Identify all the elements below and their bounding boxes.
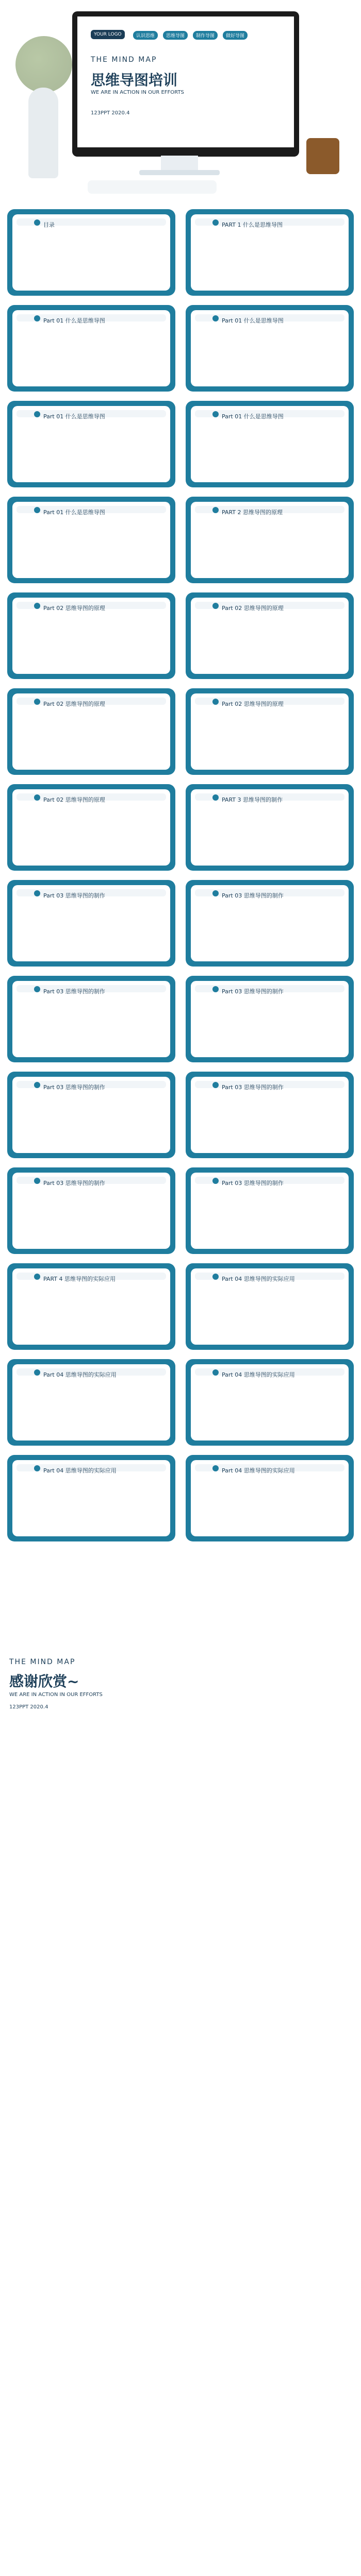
slide-label: Part 04 思维导图的实际应用: [222, 1276, 295, 1282]
slide-card: [7, 1167, 175, 1254]
slide-card-inner: [191, 1460, 349, 1536]
footer-subtitle: WE ARE IN ACTION IN OUR EFFORTS: [9, 1692, 103, 1698]
pencil-cup-illustration: [306, 138, 339, 174]
hero-meta: 123PPT 2020.4: [91, 110, 130, 116]
slide-label: Part 04 思维导图的实际应用: [43, 1467, 117, 1474]
bullet-icon: [212, 507, 219, 513]
slide-card-inner: [191, 1268, 349, 1345]
slide-card: [7, 688, 175, 775]
bullet-icon: [34, 1274, 40, 1280]
slide-card: [7, 305, 175, 392]
bullet-icon: [212, 315, 219, 321]
slide-label: Part 01 什么是思维导图: [43, 509, 105, 516]
slide-card: [186, 1072, 354, 1158]
hero-section: [0, 0, 361, 204]
slide-card-inner: [12, 885, 170, 961]
bullet-icon: [212, 1178, 219, 1184]
slide-row: [0, 300, 361, 396]
hero-logo: YOUR LOGO: [91, 30, 125, 39]
slide-card-inner: [191, 981, 349, 1057]
vase-illustration: [28, 88, 58, 178]
slide-label: Part 03 思维导图的制作: [222, 1180, 284, 1187]
slide-row: [0, 396, 361, 492]
hero-tags: [133, 31, 248, 40]
footer-main: 感谢欣赏~: [9, 1673, 79, 1690]
slide-card: [186, 976, 354, 1062]
slide-card: [186, 1455, 354, 1541]
bullet-icon: [212, 1369, 219, 1376]
slide-label: Part 01 什么是思维导图: [43, 317, 105, 324]
slide-label: PART 1 什么是思维导图: [222, 222, 283, 228]
slide-row: [0, 1066, 361, 1162]
keyboard-illustration: [88, 180, 217, 194]
slide-card-inner: [12, 1173, 170, 1249]
slide-card-inner: [191, 1173, 349, 1249]
bullet-icon: [212, 603, 219, 609]
bullet-icon: [34, 507, 40, 513]
slide-card: [7, 1072, 175, 1158]
bullet-icon: [34, 986, 40, 992]
slide-card-inner: [191, 502, 349, 578]
slide-card-inner: [12, 406, 170, 482]
hero-subtitle: WE ARE IN ACTION IN OUR EFFORTS: [91, 90, 184, 95]
slide-card: [186, 592, 354, 679]
slide-label: Part 03 思维导图的制作: [222, 988, 284, 995]
slide-card-inner: [12, 1268, 170, 1345]
slide-card: [186, 497, 354, 583]
slide-row: [0, 492, 361, 587]
slide-card-inner: [191, 1364, 349, 1440]
slide-row: [0, 1354, 361, 1450]
slide-label: Part 03 思维导图的制作: [222, 892, 284, 899]
bullet-icon: [212, 1465, 219, 1471]
bullet-icon: [34, 1178, 40, 1184]
slide-row: [0, 779, 361, 875]
bullet-icon: [34, 890, 40, 896]
monitor-stand: [161, 156, 198, 170]
footer-title: THE MIND MAP: [9, 1658, 76, 1666]
hero-title: THE MIND MAP: [91, 56, 157, 64]
slide-card: [186, 880, 354, 967]
slide-card: [7, 497, 175, 583]
slide-row: [0, 875, 361, 971]
hero-tag: 做好导图: [223, 31, 248, 40]
slide-card-inner: [12, 693, 170, 770]
slide-card: [186, 305, 354, 392]
slide-card: [7, 880, 175, 967]
plant-illustration: [15, 36, 72, 93]
slide-label: PART 3 思维导图的制作: [222, 796, 283, 803]
hero-tag: 思维导图: [163, 31, 188, 40]
slide-card-inner: [191, 214, 349, 291]
slide-row: [0, 1258, 361, 1354]
slide-label: Part 03 思维导图的制作: [43, 1180, 105, 1187]
slide-label: Part 04 思维导图的实际应用: [43, 1371, 117, 1378]
slide-label: Part 04 思维导图的实际应用: [222, 1371, 295, 1378]
footer-meta: 123PPT 2020.4: [9, 1704, 48, 1710]
slide-card-inner: [191, 406, 349, 482]
bullet-icon: [34, 219, 40, 226]
slide-card-inner: [12, 214, 170, 291]
slide-card: [186, 1167, 354, 1254]
slide-label: Part 02 思维导图的原理: [222, 701, 284, 707]
bullet-icon: [212, 986, 219, 992]
slide-row: [0, 971, 361, 1066]
slide-label: 目录: [43, 222, 55, 228]
bullet-icon: [212, 1274, 219, 1280]
slide-card: [7, 209, 175, 296]
slide-row: [0, 1450, 361, 1546]
slide-label: Part 03 思维导图的制作: [43, 892, 105, 899]
hero-tag: 制作导图: [193, 31, 218, 40]
bullet-icon: [34, 1369, 40, 1376]
bullet-icon: [34, 603, 40, 609]
bullet-icon: [34, 315, 40, 321]
hero-main-title: 思维导图培训: [91, 72, 178, 89]
slide-card-inner: [12, 310, 170, 386]
bullet-icon: [212, 699, 219, 705]
hero-tag: 认识思维: [133, 31, 158, 40]
slide-card: [186, 209, 354, 296]
slide-label: Part 02 思维导图的原理: [43, 796, 105, 803]
slide-label: Part 03 思维导图的制作: [43, 1084, 105, 1091]
slide-card-inner: [12, 789, 170, 866]
slide-label: Part 02 思维导图的原理: [43, 701, 105, 707]
slide-card-inner: [191, 693, 349, 770]
bullet-icon: [212, 890, 219, 896]
slide-card: [186, 688, 354, 775]
slide-label: Part 01 什么是思维导图: [222, 413, 284, 420]
slide-card-inner: [12, 1077, 170, 1153]
slide-label: Part 03 思维导图的制作: [43, 988, 105, 995]
slide-label: Part 02 思维导图的原理: [222, 605, 284, 612]
slide-card-inner: [191, 1077, 349, 1153]
slide-card-inner: [12, 1460, 170, 1536]
slide-label: Part 02 思维导图的原理: [43, 605, 105, 612]
bullet-icon: [34, 1082, 40, 1088]
slide-card-inner: [12, 502, 170, 578]
bullet-icon: [212, 1082, 219, 1088]
slide-card: [186, 784, 354, 871]
slide-row: [0, 587, 361, 683]
bullet-icon: [212, 219, 219, 226]
slide-card-inner: [12, 1364, 170, 1440]
slide-card: [186, 1263, 354, 1350]
slide-card-inner: [191, 789, 349, 866]
slide-card: [7, 401, 175, 487]
slide-label: Part 01 什么是思维导图: [43, 413, 105, 420]
slide-label: Part 01 什么是思维导图: [222, 317, 284, 324]
slide-label: PART 2 思维导图的原理: [222, 509, 283, 516]
slide-card: [186, 1359, 354, 1446]
slide-card: [7, 976, 175, 1062]
bullet-icon: [34, 699, 40, 705]
slide-label: PART 4 思维导图的实际应用: [43, 1276, 116, 1282]
bullet-icon: [34, 411, 40, 417]
monitor-stand-base: [139, 170, 220, 175]
bullet-icon: [212, 411, 219, 417]
slide-card: [7, 1359, 175, 1446]
slide-card: [7, 784, 175, 871]
slide-card-inner: [12, 598, 170, 674]
slide-card: [7, 1263, 175, 1350]
bullet-icon: [34, 1465, 40, 1471]
slide-card-inner: [191, 598, 349, 674]
slide-card: [7, 592, 175, 679]
bullet-icon: [34, 794, 40, 801]
slide-card-inner: [12, 981, 170, 1057]
slide-row: [0, 683, 361, 779]
slide-row: [0, 1162, 361, 1258]
bullet-icon: [212, 794, 219, 801]
slide-card-inner: [191, 310, 349, 386]
slide-label: Part 03 思维导图的制作: [222, 1084, 284, 1091]
slide-label: Part 04 思维导图的实际应用: [222, 1467, 295, 1474]
slide-card: [7, 1455, 175, 1541]
slide-row: [0, 204, 361, 300]
footer: [0, 1649, 361, 1735]
slide-card-inner: [191, 885, 349, 961]
slide-card: [186, 401, 354, 487]
